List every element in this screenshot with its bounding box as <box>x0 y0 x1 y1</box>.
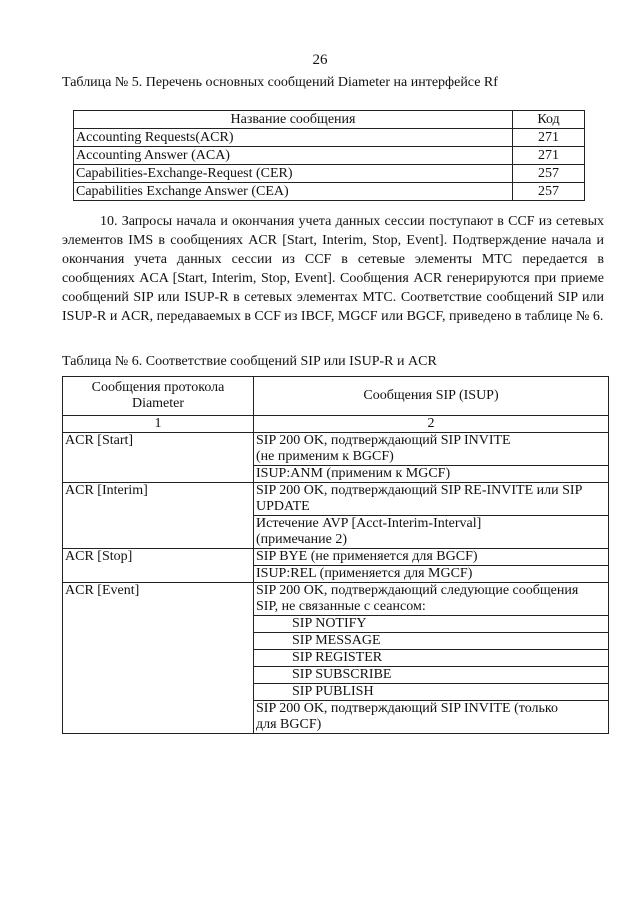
message-code: 257 <box>513 165 585 183</box>
table5-header-row <box>74 111 585 129</box>
paragraph-text: 10. Запросы начала и окончания учета данных сессии поступают в CCF из сетевых элементов IMS в сообщениях ACR [Start, Interim, Stop, Event]. Подтверждение начала и окончания учета данных сессии из CCF в сетевые элементы МТС передается в сообщениях ACA [Start, Interim, Stop, Event]. Сообщения ACR генерируются при приеме сообщений SIP или ISUP-R в сетевых элементах МТС. Соответствие сообщений SIP или ISUP-R и ACR, передаваемых в CCF из IBCF, MGCF или BGCF, приведено в таблице № 6. <box>62 214 604 324</box>
sip-cell: SIP BYE (не применяется для BGCF) <box>254 549 609 566</box>
sip-message-item: SIP PUBLISH <box>254 684 609 701</box>
column-number: 2 <box>254 416 609 433</box>
table6-header-diameter: Сообщения протокола Diameter <box>63 377 254 416</box>
sip-line: (примечание 2) <box>256 532 347 547</box>
sip-cell <box>254 583 609 616</box>
acr-interim-label: ACR [Interim] <box>63 483 254 549</box>
sip-cell: ISUP:REL (применяется для MGCF) <box>254 566 609 583</box>
sip-message-item: SIP SUBSCRIBE <box>254 667 609 684</box>
sip-message-item: SIP NOTIFY <box>254 616 609 633</box>
sip-cell: ISUP:ANM (применим к MGCF) <box>254 466 609 483</box>
table6-caption: Таблица № 6. Соответствие сообщений SIP или ISUP-R и ACR <box>62 354 437 369</box>
table6-header-row <box>63 377 609 416</box>
sip-line: SIP 200 OK, подтверждающий следующие сообщения <box>256 583 579 598</box>
sip-message-item: SIP REGISTER <box>254 650 609 667</box>
sip-line: Истечение AVP [Acct-Interim-Interval] <box>256 516 482 531</box>
sip-line: (не применим к BGCF) <box>256 449 394 464</box>
sip-cell <box>254 433 609 466</box>
table5-header-name: Название сообщения <box>74 111 513 129</box>
body-paragraph <box>62 212 604 326</box>
table-row <box>63 583 609 616</box>
sip-cell <box>254 516 609 549</box>
message-name: Accounting Requests(ACR) <box>74 129 513 147</box>
sip-line: SIP 200 OK, подтверждающий SIP INVITE <box>256 433 511 448</box>
table-row <box>63 483 609 516</box>
message-code: 257 <box>513 183 585 201</box>
table-row <box>74 129 585 147</box>
table6-header-sip: Сообщения SIP (ISUP) <box>254 377 609 416</box>
sip-cell <box>254 483 609 516</box>
message-name: Accounting Answer (ACA) <box>74 147 513 165</box>
table-row <box>74 147 585 165</box>
sip-line: для BGCF) <box>256 717 322 732</box>
table-row <box>63 433 609 466</box>
table-row <box>63 549 609 566</box>
message-name: Capabilities Exchange Answer (CEA) <box>74 183 513 201</box>
message-code: 271 <box>513 129 585 147</box>
table6-number-row <box>63 416 609 433</box>
table6 <box>62 376 609 734</box>
acr-event-label: ACR [Event] <box>63 583 254 734</box>
sip-line: UPDATE <box>256 499 310 514</box>
table-row <box>74 183 585 201</box>
sip-cell <box>254 701 609 734</box>
column-number: 1 <box>63 416 254 433</box>
sip-line: SIP, не связанные с сеансом: <box>256 599 426 614</box>
table5 <box>73 110 585 201</box>
message-name: Capabilities-Exchange-Request (CER) <box>74 165 513 183</box>
acr-stop-label: ACR [Stop] <box>63 549 254 583</box>
sip-line: SIP 200 OK, подтверждающий SIP INVITE (только <box>256 701 558 716</box>
sip-line: SIP 200 OK, подтверждающий SIP RE-INVITE или SIP <box>256 483 583 498</box>
table5-caption: Таблица № 5. Перечень основных сообщений Diameter на интерфейсе Rf <box>62 75 498 90</box>
table-row <box>74 165 585 183</box>
acr-start-label: ACR [Start] <box>63 433 254 483</box>
message-code: 271 <box>513 147 585 165</box>
sip-message-item: SIP MESSAGE <box>254 633 609 650</box>
table5-header-code: Код <box>513 111 585 129</box>
page-number: 26 <box>312 52 328 68</box>
